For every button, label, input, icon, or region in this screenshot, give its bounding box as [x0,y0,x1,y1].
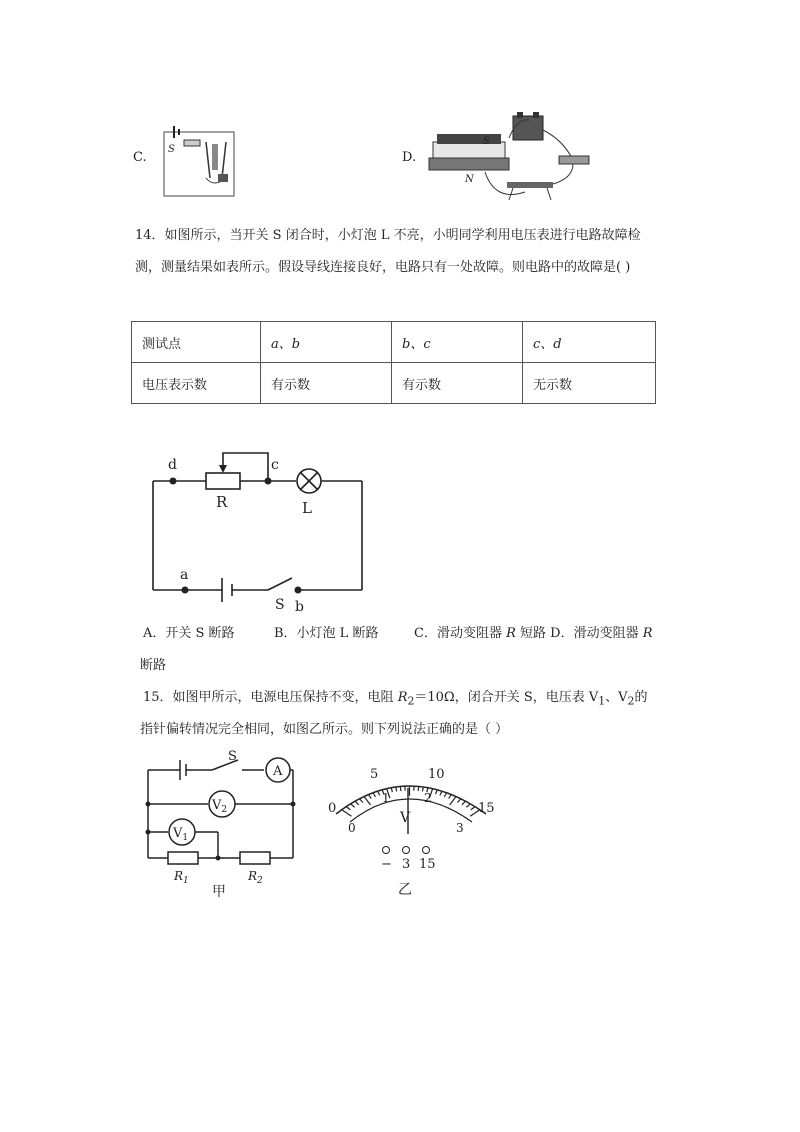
table-cell: 无示数 [523,363,656,404]
dial-tick-mark [355,801,359,805]
q14-line2: 测，测量结果如表所示。假设导线连接良好，电路只有一处故障。则电路中的故障是( ) [135,260,631,275]
option-d-pole-s: S [483,136,490,147]
dial-lower-tick-0: 0 [348,821,356,835]
dial-tick-mark [444,793,446,797]
dial-tick-mark [449,795,452,799]
fault-table [131,321,656,404]
q14-line1: 14．如图所示，当开关 S 闭合时，小灯泡 L 不亮，小明同学利用电压表进行电路故障检 [135,228,641,243]
q14-circuit-diagram [140,445,380,615]
terminal-negative: − [381,857,392,872]
q15-circuit-diagram [140,748,305,898]
dial-upper-tick-15: 15 [478,801,495,816]
terminal-15: 15 [419,857,436,872]
switch-s-label: S [275,597,285,613]
q14-option-d-continued: 断路 [140,658,167,673]
dial-tick-mark [346,807,350,810]
dial-unit-label: V [400,810,411,826]
ammeter-label: A [273,764,283,779]
point-b-label: b [295,599,304,615]
q13-option-d-figure [425,108,595,210]
dial-tick-mark [450,797,456,805]
q14-option-c: C．滑动变阻器 R 短路 D．滑动变阻器 R [414,626,653,641]
q15-line1: 15．如图甲所示，电源电压保持不变，电阻 $R_2=10\Omega$，闭合开关 S，电压表 $V_1$、$V_2$的 [143,690,648,708]
table-row [132,363,656,404]
dial-upper-tick-0: 0 [328,801,337,816]
dial-tick-mark [466,804,470,807]
voltmeter-v2-label: $V_2$ [212,798,228,815]
dial-tick-mark [471,807,475,810]
option-c-label: C. [133,150,147,165]
dial-upper-tick-10: 10 [428,767,445,782]
table-header-cell: 测试点 [132,322,261,363]
dial-tick-mark [396,787,397,791]
point-a-label: a [180,567,189,583]
lamp-l-label: L [302,499,312,517]
dial-tick-mark [418,786,419,791]
dial-lower-tick-1: 1 [382,791,390,805]
dial-tick-mark [360,799,363,803]
figure-jia-caption: 甲 [212,884,226,898]
option-d-pole-n: N [465,174,474,185]
dial-tick-mark [435,790,437,794]
voltmeter-dial-diagram [322,760,502,900]
dial-lower-tick-3: 3 [456,821,464,835]
dial-tick-mark [373,793,375,797]
dial-tick-mark [400,786,401,791]
dial-tick-mark [364,797,370,805]
option-d-label: D. [402,150,417,165]
option-c-switch-label: S [168,144,175,155]
resistor-r-label: R [216,493,228,511]
dial-tick-mark [369,795,372,799]
table-cell: 有示数 [261,363,392,404]
figure-yi-caption: 乙 [398,882,412,898]
resistor-r2-label: $R_2$ [248,869,263,886]
q14-option-a: A．开关 S 断路 [143,626,235,641]
q15-line2: 指针偏转情况完全相同，如图乙所示。则下列说法正确的是（ ） [140,722,509,737]
table-cell: 电压表示数 [132,363,261,404]
dial-tick-mark [342,810,352,817]
q14-option-b: B．小灯泡 L 断路 [274,626,379,641]
point-d-label: d [168,457,177,473]
dial-tick-mark [378,791,380,795]
table-row [132,322,656,363]
q13-option-c-figure [160,122,240,200]
dial-tick-mark [462,801,466,805]
table-cell: 有示数 [392,363,523,404]
dial-tick-mark [391,788,392,792]
table-header-cell: c、d [523,322,656,363]
terminal-3: 3 [402,857,411,872]
dial-tick-mark [457,799,460,803]
dial-upper-tick-5: 5 [370,767,379,782]
dial-tick-mark [440,791,442,795]
resistor-r1-label: $R_1$ [174,869,189,886]
table-header-cell: a、b [261,322,392,363]
switch-s-label: S [228,749,237,764]
point-c-label: c [271,457,279,473]
dial-lower-tick-2: 2 [424,791,432,805]
dial-tick-mark [351,804,355,807]
voltmeter-v1-label: $V_1$ [173,826,189,843]
table-header-cell: b、c [392,322,523,363]
